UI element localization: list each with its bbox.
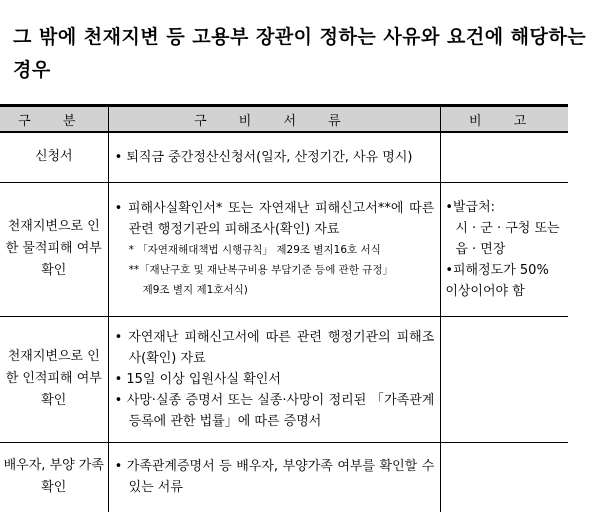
document-item: • 가족관계증명서 등 배우자, 부양가족 여부를 확인할 수 있는 서류 xyxy=(114,459,435,496)
row-remarks xyxy=(441,132,568,182)
table-row xyxy=(0,132,568,182)
row-documents xyxy=(108,182,441,316)
header-category: 구 분 xyxy=(0,106,108,133)
header-documents: 구 비 서 류 xyxy=(108,106,441,133)
header-remarks: 비 고 xyxy=(441,106,568,133)
row-documents xyxy=(108,442,441,512)
row-category: 신청서 xyxy=(0,132,108,182)
document-item: • 15일 이상 입원사실 확인서 xyxy=(114,371,281,387)
page-title: 그 밖에 천재지변 등 고용부 장관이 정하는 사유와 요건에 해당하는 경우 xyxy=(13,26,587,81)
document-requirements-table xyxy=(0,104,568,512)
row-category: 천재지변으로 인한 인적피해 여부 확인 xyxy=(0,316,108,442)
table-row xyxy=(0,182,568,316)
row-category: 천재지변으로 인한 물적피해 여부 확인 xyxy=(0,182,108,316)
row-category: 배우자, 부양 가족 확인 xyxy=(0,442,108,512)
remark-item: 시 · 군 · 구청 또는 읍 · 면장 xyxy=(455,220,560,257)
row-documents xyxy=(108,316,441,442)
footnote: **「재난구호 및 재난복구비용 부담기준 등에 관한 규정」 xyxy=(128,264,394,276)
remark-item: •피해정도가 50% 이상이어야 함 xyxy=(445,262,549,299)
footnote: * 「자연재해대책법 시행규칙」 제29조 별지16호 서식 xyxy=(128,244,381,256)
footnote: 제9조 별지 제1호서식) xyxy=(142,284,248,296)
table-header-row xyxy=(0,106,568,133)
row-remarks xyxy=(441,182,568,316)
row-documents xyxy=(108,132,441,182)
document-item: • 피해사실확인서* 또는 자연재난 피해신고서**에 따른 관련 행정기관의 피해조사(확인) 자료 xyxy=(114,201,435,237)
document-item: • 사망·실종 증명서 또는 실종·사망이 정리된 「가족관계등록에 관한 법률」에 따른 증명서 xyxy=(114,392,435,429)
table-row xyxy=(0,316,568,442)
document-item: • 퇴직금 중간정산신청서(일자, 산정기간, 사유 명시) xyxy=(114,149,413,165)
remark-item: •발급처: xyxy=(445,199,496,215)
row-remarks xyxy=(441,316,568,442)
table-row xyxy=(0,442,568,512)
document-item: • 자연재난 피해신고서에 따른 관련 행정기관의 피해조사(확인) 자료 xyxy=(114,329,435,366)
row-remarks xyxy=(441,442,568,512)
